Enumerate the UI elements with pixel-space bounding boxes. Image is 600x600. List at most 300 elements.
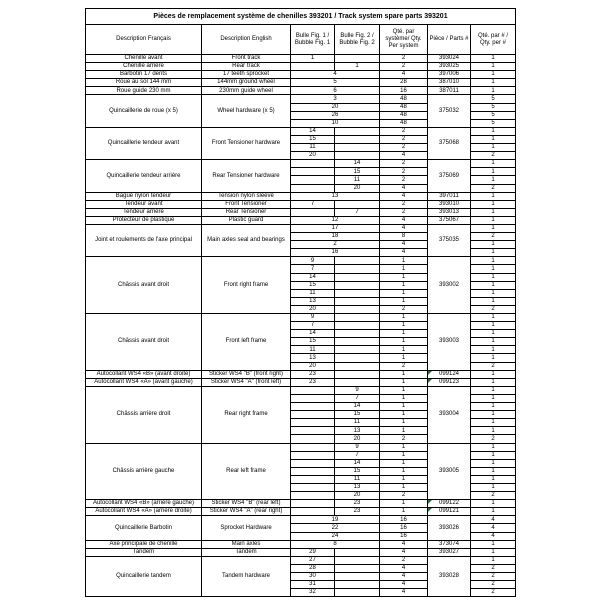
description-francais-cell: Châssis avant droit bbox=[86, 257, 202, 314]
bubble-fig2-cell bbox=[335, 152, 380, 160]
bubble-fig1-cell bbox=[291, 168, 335, 176]
bubble-fig2-cell: 14 bbox=[335, 459, 380, 467]
qty-per-part-cell: 1 bbox=[471, 79, 516, 87]
qty-per-part-cell: 1 bbox=[471, 475, 516, 483]
bubble-fig-span-cell: 13 bbox=[291, 192, 380, 200]
bubble-fig2-cell: 15 bbox=[335, 168, 380, 176]
bubble-fig1-cell: 9 bbox=[291, 257, 335, 265]
qty-per-system-cell: 4 bbox=[380, 548, 428, 556]
qty-per-system-cell: 2 bbox=[380, 63, 428, 71]
bubble-fig-span-cell: 6 bbox=[291, 87, 380, 95]
bubble-fig1-cell: 15 bbox=[291, 281, 335, 289]
qty-per-system-cell: 2 bbox=[380, 305, 428, 313]
qty-per-system-cell: 1 bbox=[380, 370, 428, 378]
qty-per-part-cell: 1 bbox=[471, 556, 516, 564]
table-row bbox=[86, 540, 516, 548]
part-number-cell: 393013 bbox=[428, 208, 471, 216]
description-francais-cell: Axe principale de chenille bbox=[86, 540, 202, 548]
description-english-cell: Plastic guard bbox=[202, 216, 291, 224]
qty-per-system-cell: 1 bbox=[380, 273, 428, 281]
bubble-fig1-cell bbox=[291, 435, 335, 443]
bubble-fig-span-cell: 24 bbox=[291, 532, 380, 540]
qty-per-part-cell: 2 bbox=[471, 435, 516, 443]
qty-per-system-cell: 2 bbox=[380, 208, 428, 216]
description-francais-cell: Tendeur avant bbox=[86, 200, 202, 208]
bubble-fig2-cell: 20 bbox=[335, 435, 380, 443]
qty-per-part-cell: 1 bbox=[471, 378, 516, 386]
bubble-fig1-cell: 30 bbox=[291, 573, 335, 581]
bubble-fig1-cell bbox=[291, 403, 335, 411]
table-row bbox=[86, 548, 516, 556]
qty-per-system-cell: 16 bbox=[380, 516, 428, 524]
bubble-fig1-cell: 13 bbox=[291, 297, 335, 305]
part-number-cell: 099122 bbox=[428, 500, 471, 508]
part-number-cell: 375035 bbox=[428, 224, 471, 256]
qty-per-system-cell: 1 bbox=[380, 419, 428, 427]
qty-per-system-cell: 4 bbox=[380, 224, 428, 232]
bubble-fig1-cell bbox=[291, 411, 335, 419]
bubble-fig-span-cell: 4 bbox=[291, 71, 380, 79]
qty-per-system-cell: 48 bbox=[380, 103, 428, 111]
bubble-fig1-cell: 9 bbox=[291, 314, 335, 322]
bubble-fig2-cell: 15 bbox=[335, 411, 380, 419]
qty-per-system-cell: 1 bbox=[380, 508, 428, 516]
qty-per-part-cell: 1 bbox=[471, 386, 516, 394]
table-row bbox=[86, 314, 516, 322]
description-english-cell: Rear right frame bbox=[202, 386, 291, 443]
description-francais-cell: Quincaillerie de roue (x 5) bbox=[86, 95, 202, 127]
qty-per-system-cell: 1 bbox=[380, 411, 428, 419]
bubble-fig2-cell: 15 bbox=[335, 467, 380, 475]
description-francais-cell: Autocollant WS4 «B» (arrière gauche) bbox=[86, 500, 202, 508]
qty-per-part-cell: 4 bbox=[471, 524, 516, 532]
part-number-cell: 393025 bbox=[428, 63, 471, 71]
table-row bbox=[86, 500, 516, 508]
qty-per-part-cell: 1 bbox=[471, 548, 516, 556]
qty-per-part-cell: 1 bbox=[471, 443, 516, 451]
qty-per-part-cell: 1 bbox=[471, 168, 516, 176]
col-header-bubble-fig1: Bulle Fig. 1 / Bubble Fig. 1 bbox=[291, 25, 335, 55]
description-francais-cell: Châssis avant droit bbox=[86, 314, 202, 371]
description-english-cell: Wheel hardware (x 5) bbox=[202, 95, 291, 127]
qty-per-part-cell: 1 bbox=[471, 265, 516, 273]
qty-per-part-cell: 1 bbox=[471, 483, 516, 491]
description-english-cell: Tension nylon sleeve bbox=[202, 192, 291, 200]
bubble-fig2-cell bbox=[335, 135, 380, 143]
qty-per-system-cell: 2 bbox=[380, 55, 428, 63]
description-francais-cell: Bague nylon tendeur bbox=[86, 192, 202, 200]
bubble-fig1-cell: 14 bbox=[291, 127, 335, 135]
bubble-fig1-cell: 32 bbox=[291, 589, 335, 597]
qty-per-part-cell: 1 bbox=[471, 241, 516, 249]
qty-per-part-cell: 5 bbox=[471, 119, 516, 127]
qty-per-system-cell: 48 bbox=[380, 95, 428, 103]
bubble-fig1-cell: 23 bbox=[291, 370, 335, 378]
bubble-fig2-cell bbox=[335, 305, 380, 313]
bubble-fig1-cell: 11 bbox=[291, 346, 335, 354]
qty-per-part-cell: 1 bbox=[471, 322, 516, 330]
part-number-cell: 393003 bbox=[428, 314, 471, 371]
bubble-fig1-cell: 29 bbox=[291, 548, 335, 556]
table-row bbox=[86, 79, 516, 87]
bubble-fig1-cell bbox=[291, 184, 335, 192]
qty-per-system-cell: 2 bbox=[380, 492, 428, 500]
description-english-cell: Tandem hardware bbox=[202, 556, 291, 596]
description-english-cell: Front Tensioner hardware bbox=[202, 127, 291, 159]
bubble-fig-span-cell: 3 bbox=[291, 95, 380, 103]
description-francais-cell: Chenille avant bbox=[86, 55, 202, 63]
bubble-fig2-cell: 20 bbox=[335, 492, 380, 500]
qty-per-part-cell: 1 bbox=[471, 370, 516, 378]
qty-per-system-cell: 2 bbox=[380, 144, 428, 152]
table-row bbox=[86, 95, 516, 103]
bubble-fig2-cell bbox=[335, 330, 380, 338]
qty-per-part-cell: 1 bbox=[471, 297, 516, 305]
bubble-fig1-cell bbox=[291, 467, 335, 475]
qty-per-part-cell: 1 bbox=[471, 87, 516, 95]
bubble-fig1-cell bbox=[291, 208, 335, 216]
part-number-cell: 393005 bbox=[428, 443, 471, 500]
qty-per-system-cell: 1 bbox=[380, 257, 428, 265]
col-header-bubble-fig2: Bulle Fig. 2 / Bubble Fig. 2 bbox=[335, 25, 380, 55]
qty-per-part-cell: 1 bbox=[471, 451, 516, 459]
bubble-fig2-cell: 14 bbox=[335, 160, 380, 168]
description-english-cell: Sticker WS4 "A" (rear right) bbox=[202, 508, 291, 516]
qty-per-part-cell: 1 bbox=[471, 394, 516, 402]
bubble-fig1-cell: 27 bbox=[291, 556, 335, 564]
qty-per-system-cell: 4 bbox=[380, 581, 428, 589]
qty-per-part-cell: 1 bbox=[471, 540, 516, 548]
bubble-fig1-cell: 20 bbox=[291, 362, 335, 370]
qty-per-part-cell: 1 bbox=[471, 135, 516, 143]
bubble-fig2-cell bbox=[335, 346, 380, 354]
qty-per-system-cell: 1 bbox=[380, 354, 428, 362]
bubble-fig2-cell: 7 bbox=[335, 394, 380, 402]
bubble-fig2-cell: 9 bbox=[335, 386, 380, 394]
col-header-qty-per-part: Qté. par # / Qty. per # bbox=[471, 25, 516, 55]
description-english-cell: Front left frame bbox=[202, 314, 291, 371]
bubble-fig2-cell bbox=[335, 556, 380, 564]
table-row bbox=[86, 55, 516, 63]
bubble-fig2-cell bbox=[335, 257, 380, 265]
description-francais-cell: Quincaillerie tendeur arrière bbox=[86, 160, 202, 192]
part-number-cell: 375067 bbox=[428, 216, 471, 224]
bubble-fig2-cell bbox=[335, 573, 380, 581]
description-francais-cell: Autocollant WS4 «A» (arrière droite) bbox=[86, 508, 202, 516]
description-english-cell: Main axles bbox=[202, 540, 291, 548]
qty-per-part-cell: 2 bbox=[471, 492, 516, 500]
qty-per-system-cell: 4 bbox=[380, 241, 428, 249]
bubble-fig1-cell: 28 bbox=[291, 564, 335, 572]
qty-per-system-cell: 1 bbox=[380, 281, 428, 289]
bubble-fig1-cell bbox=[291, 176, 335, 184]
qty-per-system-cell: 1 bbox=[380, 346, 428, 354]
table-row bbox=[86, 378, 516, 386]
qty-per-system-cell: 1 bbox=[380, 427, 428, 435]
part-number-cell: 387011 bbox=[428, 87, 471, 95]
qty-per-system-cell: 2 bbox=[380, 362, 428, 370]
bubble-fig2-cell: 11 bbox=[335, 176, 380, 184]
bubble-fig-span-cell: 18 bbox=[291, 233, 380, 241]
bubble-fig-span-cell: 10 bbox=[291, 119, 380, 127]
qty-per-part-cell: 1 bbox=[471, 403, 516, 411]
qty-per-system-cell: 4 bbox=[380, 249, 428, 257]
qty-per-system-cell: 1 bbox=[380, 443, 428, 451]
qty-per-system-cell: 1 bbox=[380, 459, 428, 467]
qty-per-system-cell: 4 bbox=[380, 564, 428, 572]
bubble-fig1-cell: 11 bbox=[291, 289, 335, 297]
bubble-fig2-cell: 9 bbox=[335, 443, 380, 451]
part-number-cell: 393010 bbox=[428, 200, 471, 208]
description-francais-cell: Chenille arrière bbox=[86, 63, 202, 71]
bubble-fig1-cell bbox=[291, 492, 335, 500]
bubble-fig1-cell bbox=[291, 451, 335, 459]
description-english-cell: 17 teeth sprocket bbox=[202, 71, 291, 79]
table-row bbox=[86, 508, 516, 516]
bubble-fig1-cell bbox=[291, 500, 335, 508]
col-header-part-number: Pièce / Parts # bbox=[428, 25, 471, 55]
bubble-fig-span-cell: 2 bbox=[291, 241, 380, 249]
bubble-fig2-cell: 7 bbox=[335, 451, 380, 459]
qty-per-system-cell: 1 bbox=[380, 289, 428, 297]
part-number-cell: 393004 bbox=[428, 386, 471, 443]
qty-per-system-cell: 4 bbox=[380, 71, 428, 79]
table-row bbox=[86, 224, 516, 232]
bubble-fig2-cell bbox=[335, 581, 380, 589]
bubble-fig1-cell: 20 bbox=[291, 305, 335, 313]
bubble-fig1-cell bbox=[291, 475, 335, 483]
bubble-fig1-cell: 11 bbox=[291, 144, 335, 152]
description-francais-cell: Châssis arrière droit bbox=[86, 386, 202, 443]
qty-per-system-cell: 4 bbox=[380, 192, 428, 200]
part-number-cell: 397011 bbox=[428, 192, 471, 200]
bubble-fig-span-cell: 17 bbox=[291, 224, 380, 232]
description-english-cell: Sticker WS4 "B" (front right) bbox=[202, 370, 291, 378]
bubble-fig1-cell: 7 bbox=[291, 200, 335, 208]
qty-per-system-cell: 4 bbox=[380, 216, 428, 224]
bubble-fig1-cell bbox=[291, 394, 335, 402]
qty-per-part-cell: 2 bbox=[471, 581, 516, 589]
qty-per-system-cell: 2 bbox=[380, 176, 428, 184]
bubble-fig2-cell bbox=[335, 265, 380, 273]
qty-per-system-cell: 1 bbox=[380, 451, 428, 459]
bubble-fig1-cell bbox=[291, 427, 335, 435]
table-row bbox=[86, 386, 516, 394]
green-flag-icon bbox=[428, 500, 432, 504]
qty-per-system-cell: 48 bbox=[380, 119, 428, 127]
qty-per-part-cell: 1 bbox=[471, 354, 516, 362]
table-row bbox=[86, 370, 516, 378]
description-francais-cell: Quincaillerie tandem bbox=[86, 556, 202, 596]
bubble-fig2-cell bbox=[335, 362, 380, 370]
qty-per-part-cell: 1 bbox=[471, 459, 516, 467]
description-english-cell: Rear Tensioner hardware bbox=[202, 160, 291, 192]
description-francais-cell: Quincaillerie Barbotin bbox=[86, 516, 202, 540]
description-francais-cell: Roue au sol 144 mm bbox=[86, 79, 202, 87]
qty-per-part-cell: 1 bbox=[471, 314, 516, 322]
qty-per-system-cell: 1 bbox=[380, 394, 428, 402]
part-number-cell: 375068 bbox=[428, 127, 471, 159]
qty-per-system-cell: 48 bbox=[380, 111, 428, 119]
qty-per-part-cell: 1 bbox=[471, 192, 516, 200]
green-flag-icon bbox=[428, 379, 432, 383]
qty-per-part-cell: 1 bbox=[471, 427, 516, 435]
bubble-fig2-cell: 13 bbox=[335, 427, 380, 435]
part-number-cell: 099124 bbox=[428, 370, 471, 378]
col-header-description-francais: Description Français bbox=[86, 25, 202, 55]
part-number-cell: 099121 bbox=[428, 508, 471, 516]
bubble-fig1-cell bbox=[291, 508, 335, 516]
qty-per-part-cell: 1 bbox=[471, 208, 516, 216]
part-number-cell: 393028 bbox=[428, 556, 471, 596]
qty-per-system-cell: 1 bbox=[380, 338, 428, 346]
qty-per-system-cell: 1 bbox=[380, 467, 428, 475]
bubble-fig2-cell: 11 bbox=[335, 475, 380, 483]
table-title: Pièces de remplacement système de chenilles 393201 / Track system spare parts 393201 bbox=[86, 9, 516, 25]
bubble-fig2-cell bbox=[335, 144, 380, 152]
qty-per-system-cell: 1 bbox=[380, 330, 428, 338]
bubble-fig1-cell: 14 bbox=[291, 330, 335, 338]
bubble-fig1-cell bbox=[291, 483, 335, 491]
qty-per-part-cell: 1 bbox=[471, 63, 516, 71]
qty-per-part-cell: 1 bbox=[471, 289, 516, 297]
description-francais-cell: Protecteur de plastique bbox=[86, 216, 202, 224]
qty-per-system-cell: 1 bbox=[380, 314, 428, 322]
bubble-fig2-cell bbox=[335, 370, 380, 378]
qty-per-part-cell: 2 bbox=[471, 184, 516, 192]
qty-per-part-cell: 4 bbox=[471, 516, 516, 524]
qty-per-system-cell: 1 bbox=[380, 265, 428, 273]
table-row bbox=[86, 71, 516, 79]
bubble-fig1-cell bbox=[291, 386, 335, 394]
qty-per-part-cell: 5 bbox=[471, 111, 516, 119]
title-row bbox=[86, 9, 516, 25]
header-row bbox=[86, 25, 516, 55]
qty-per-system-cell: 2 bbox=[380, 435, 428, 443]
qty-per-part-cell: 2 bbox=[471, 305, 516, 313]
table-row bbox=[86, 127, 516, 135]
qty-per-system-cell: 1 bbox=[380, 378, 428, 386]
qty-per-part-cell: 1 bbox=[471, 55, 516, 63]
bubble-fig2-cell: 1 bbox=[335, 63, 380, 71]
description-english-cell: Sticker WS4 "B" (rear left) bbox=[202, 500, 291, 508]
table-row bbox=[86, 216, 516, 224]
qty-per-part-cell: 1 bbox=[471, 216, 516, 224]
qty-per-part-cell: 2 bbox=[471, 573, 516, 581]
qty-per-part-cell: 1 bbox=[471, 71, 516, 79]
bubble-fig1-cell: 1 bbox=[291, 55, 335, 63]
qty-per-part-cell: 1 bbox=[471, 508, 516, 516]
description-english-cell: 230mm guide wheel bbox=[202, 87, 291, 95]
description-francais-cell: Roue guide 230 mm bbox=[86, 87, 202, 95]
qty-per-part-cell: 1 bbox=[471, 200, 516, 208]
qty-per-part-cell: 1 bbox=[471, 144, 516, 152]
qty-per-part-cell: 1 bbox=[471, 338, 516, 346]
qty-per-system-cell: 4 bbox=[380, 589, 428, 597]
table-row bbox=[86, 516, 516, 524]
bubble-fig2-cell: 7 bbox=[335, 208, 380, 216]
qty-per-system-cell: 2 bbox=[380, 168, 428, 176]
parts-table-body bbox=[86, 55, 516, 597]
description-english-cell: Main axles seal and bearings bbox=[202, 224, 291, 256]
bubble-fig1-cell bbox=[291, 443, 335, 451]
description-english-cell: Front right frame bbox=[202, 257, 291, 314]
bubble-fig1-cell: 13 bbox=[291, 354, 335, 362]
qty-per-part-cell: 1 bbox=[471, 257, 516, 265]
description-english-cell: Tandem bbox=[202, 548, 291, 556]
bubble-fig1-cell: 20 bbox=[291, 152, 335, 160]
bubble-fig1-cell bbox=[291, 63, 335, 71]
qty-per-part-cell: 1 bbox=[471, 160, 516, 168]
qty-per-part-cell: 1 bbox=[471, 419, 516, 427]
bubble-fig-span-cell: 19 bbox=[291, 516, 380, 524]
bubble-fig2-cell bbox=[335, 378, 380, 386]
description-francais-cell: Autocollant WS4 «A» (avant gauche) bbox=[86, 378, 202, 386]
part-number-cell: 373074 bbox=[428, 540, 471, 548]
bubble-fig2-cell: 13 bbox=[335, 483, 380, 491]
qty-per-system-cell: 2 bbox=[380, 556, 428, 564]
qty-per-part-cell: 1 bbox=[471, 346, 516, 354]
qty-per-system-cell: 8 bbox=[380, 233, 428, 241]
description-francais-cell: Joint et roulements de l'axe principal bbox=[86, 224, 202, 256]
description-english-cell: Rear Tensioner bbox=[202, 208, 291, 216]
qty-per-system-cell: 28 bbox=[380, 79, 428, 87]
bubble-fig2-cell bbox=[335, 281, 380, 289]
qty-per-part-cell: 1 bbox=[471, 411, 516, 419]
description-francais-cell: Tandem bbox=[86, 548, 202, 556]
description-english-cell: Sticker WS4 "A" (front left) bbox=[202, 378, 291, 386]
part-number-cell: 393024 bbox=[428, 55, 471, 63]
bubble-fig2-cell: 23 bbox=[335, 500, 380, 508]
qty-per-part-cell: 1 bbox=[471, 281, 516, 289]
qty-per-part-cell: 2 bbox=[471, 362, 516, 370]
qty-per-part-cell: 1 bbox=[471, 249, 516, 257]
qty-per-part-cell: 5 bbox=[471, 95, 516, 103]
bubble-fig1-cell bbox=[291, 160, 335, 168]
qty-per-part-cell: 1 bbox=[471, 500, 516, 508]
qty-per-system-cell: 1 bbox=[380, 500, 428, 508]
bubble-fig2-cell: 14 bbox=[335, 403, 380, 411]
table-row bbox=[86, 200, 516, 208]
bubble-fig2-cell bbox=[335, 354, 380, 362]
qty-per-part-cell: 4 bbox=[471, 532, 516, 540]
bubble-fig2-cell: 11 bbox=[335, 419, 380, 427]
description-francais-cell: Barbotin 17 dents bbox=[86, 71, 202, 79]
bubble-fig1-cell: 14 bbox=[291, 273, 335, 281]
qty-per-system-cell: 2 bbox=[380, 127, 428, 135]
bubble-fig-span-cell: 22 bbox=[291, 524, 380, 532]
bubble-fig2-cell bbox=[335, 314, 380, 322]
description-english-cell: Sprocket Hardware bbox=[202, 516, 291, 540]
qty-per-system-cell: 16 bbox=[380, 532, 428, 540]
bubble-fig1-cell: 31 bbox=[291, 581, 335, 589]
table-row bbox=[86, 257, 516, 265]
qty-per-part-cell: 1 bbox=[471, 330, 516, 338]
bubble-fig2-cell bbox=[335, 548, 380, 556]
description-francais-cell: Tendeur arrière bbox=[86, 208, 202, 216]
bubble-fig2-cell: 23 bbox=[335, 508, 380, 516]
bubble-fig2-cell bbox=[335, 200, 380, 208]
bubble-fig2-cell bbox=[335, 322, 380, 330]
qty-per-system-cell: 4 bbox=[380, 540, 428, 548]
qty-per-system-cell: 2 bbox=[380, 160, 428, 168]
table-row bbox=[86, 63, 516, 71]
table-row bbox=[86, 556, 516, 564]
qty-per-part-cell: 1 bbox=[471, 176, 516, 184]
bubble-fig2-cell bbox=[335, 564, 380, 572]
qty-per-system-cell: 1 bbox=[380, 297, 428, 305]
green-flag-icon bbox=[428, 371, 432, 375]
